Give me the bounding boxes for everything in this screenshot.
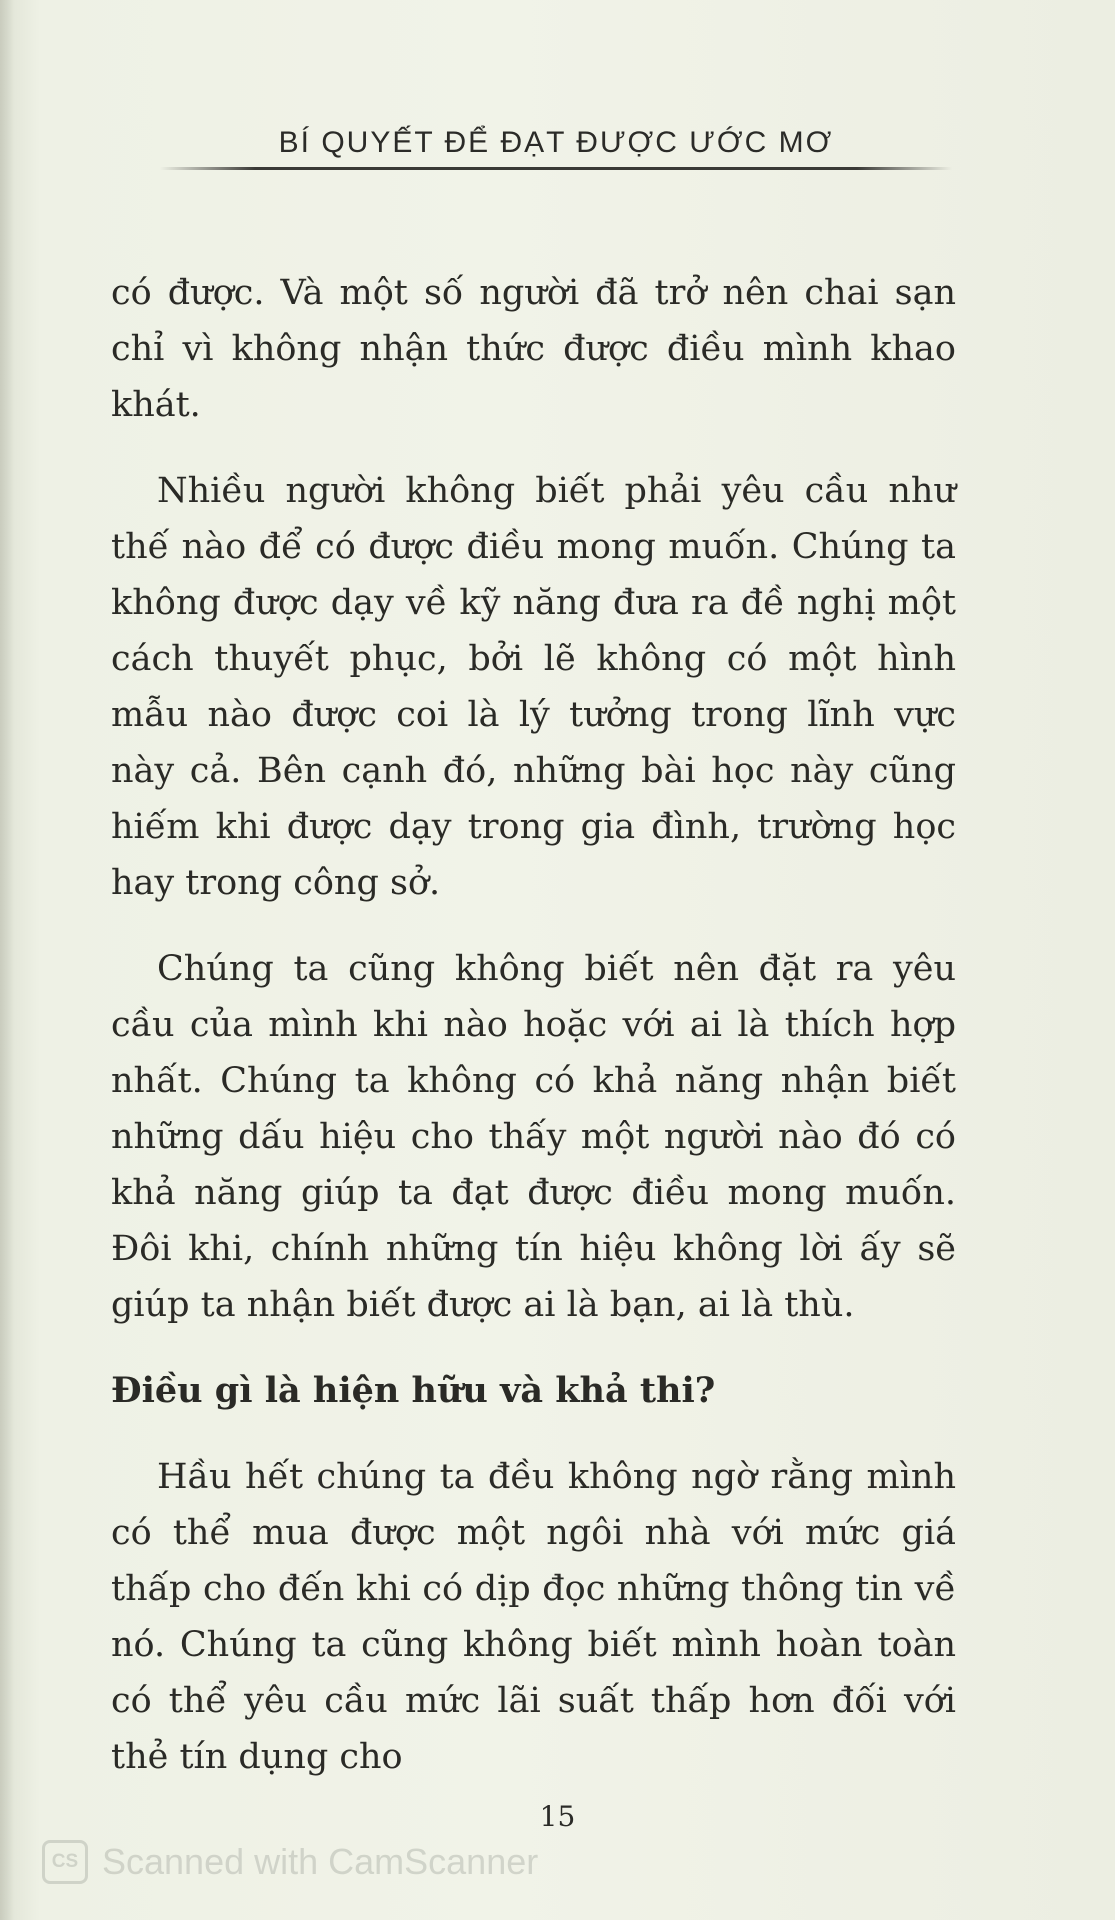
paragraph-3: Chúng ta cũng không biết nên đặt ra yêu cầu của mình khi nào hoặc với ai là thích hợp nhất. Chúng ta không có khả năng nhận biết những dấu hiệu cho thấy một người nào đó có khả năng giúp ta đạt được điều mong muốn. Đôi khi, chính những tín hiệu không lời ấy sẽ giúp ta nhận biết được ai là bạn, ai là thù. (111, 949, 956, 1325)
paragraph-gap (111, 1333, 956, 1363)
section-heading: Điều gì là hiện hữu và khả thi? (111, 1370, 716, 1411)
camscanner-logo-icon: CS (42, 1840, 88, 1884)
body-text (111, 265, 956, 1785)
page-number: 15 (539, 1800, 576, 1833)
paragraph-gap (111, 433, 956, 463)
running-head-rule (160, 167, 952, 170)
watermark-text: Scanned with CamScanner (102, 1841, 539, 1882)
running-head: BÍ QUYẾT ĐỂ ĐẠT ĐƯỢC ƯỚC MƠ (278, 126, 834, 159)
camscanner-watermark (42, 1838, 538, 1886)
paragraph-1: có được. Và một số người đã trở nên chai sạn chỉ vì không nhận thức được điều mình khao khát. (111, 273, 956, 425)
spine-shadow (0, 0, 14, 1920)
paragraph-gap (111, 911, 956, 941)
paragraph-gap (111, 1419, 956, 1449)
paragraph-4: Hầu hết chúng ta đều không ngờ rằng mình có thể mua được một ngôi nhà với mức giá thấp cho đến khi có dịp đọc những thông tin về nó. Chúng ta cũng không biết mình hoàn toàn có thể yêu cầu mức lãi suất thấp hơn đối với thẻ tín dụng cho (111, 1457, 956, 1777)
paragraph-2: Nhiều người không biết phải yêu cầu như thế nào để có được điều mong muốn. Chúng ta không được dạy về kỹ năng đưa ra đề nghị một cách thuyết phục, bởi lẽ không có một hình mẫu nào được coi là lý tưởng trong lĩnh vực này cả. Bên cạnh đó, những bài học này cũng hiếm khi được dạy trong gia đình, trường học hay trong công sở. (111, 471, 956, 903)
